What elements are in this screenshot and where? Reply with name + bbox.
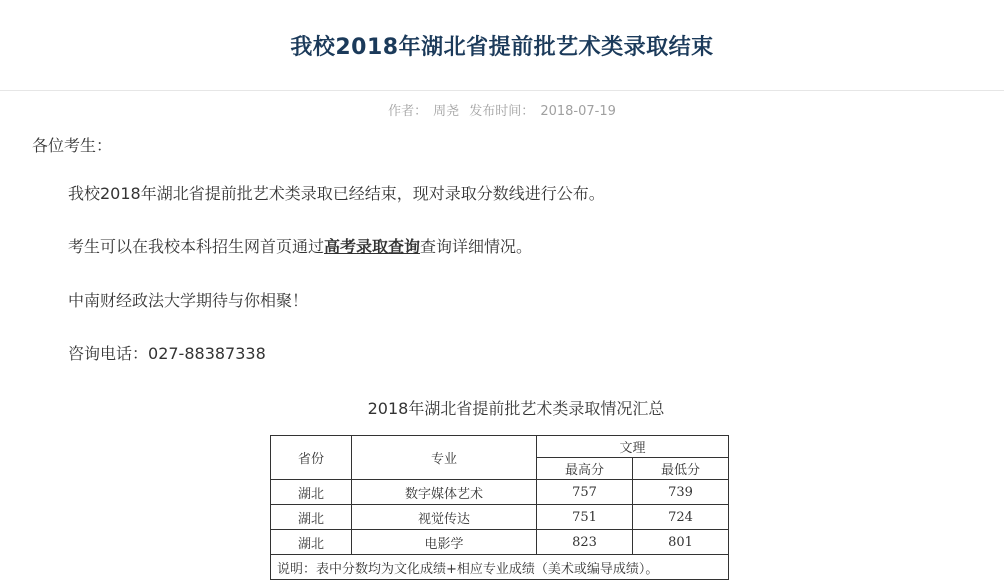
paragraph-contact	[68, 341, 266, 364]
cell-min-score: 801	[633, 530, 729, 555]
table-title: 2018年湖北省提前批艺术类录取情况汇总	[367, 399, 665, 418]
publish-label: 发布时间：	[469, 104, 535, 119]
author-label: 作者：	[388, 104, 428, 119]
contact-label: 咨询电话：	[68, 344, 149, 363]
cell-province: 湖北	[271, 480, 352, 505]
table-note: 说明：表中分数均为文化成绩+相应专业成绩（美术或编导成绩）。	[271, 555, 729, 580]
greeting: 各位考生：	[32, 136, 113, 155]
header-max-score: 最高分	[537, 458, 633, 480]
table-row	[271, 480, 729, 505]
header-group: 文理	[537, 436, 729, 458]
cell-min-score: 724	[633, 505, 729, 530]
cell-max-score: 823	[537, 530, 633, 555]
paragraph-query	[68, 234, 532, 257]
cell-max-score: 751	[537, 505, 633, 530]
table-row	[271, 505, 729, 530]
paragraph-query-after: 查询详细情况。	[420, 237, 533, 256]
cell-major: 电影学	[352, 530, 537, 555]
page-title: 我校2018年湖北省提前批艺术类录取结束	[290, 35, 714, 60]
contact-phone: 027-88387338	[148, 344, 266, 363]
admission-query-link[interactable]: 高考录取查询	[324, 237, 421, 256]
cell-province: 湖北	[271, 505, 352, 530]
page-header	[0, 0, 1004, 91]
header-major: 专业	[352, 436, 537, 480]
paragraph-announcement: 我校2018年湖北省提前批艺术类录取已经结束，现对录取分数线进行公布。	[68, 184, 605, 203]
header-province: 省份	[271, 436, 352, 480]
cell-max-score: 757	[537, 480, 633, 505]
cell-major: 视觉传达	[352, 505, 537, 530]
table-row	[271, 530, 729, 555]
article-meta	[0, 100, 1004, 119]
header-min-score: 最低分	[633, 458, 729, 480]
cell-province: 湖北	[271, 530, 352, 555]
cell-major: 数字媒体艺术	[352, 480, 537, 505]
publish-date: 2018-07-19	[540, 104, 616, 119]
author-name: 周尧	[433, 104, 460, 119]
admission-scores-table	[270, 435, 729, 580]
paragraph-welcome: 中南财经政法大学期待与你相聚！	[68, 291, 309, 310]
paragraph-query-before: 考生可以在我校本科招生网首页通过	[68, 237, 325, 256]
cell-min-score: 739	[633, 480, 729, 505]
